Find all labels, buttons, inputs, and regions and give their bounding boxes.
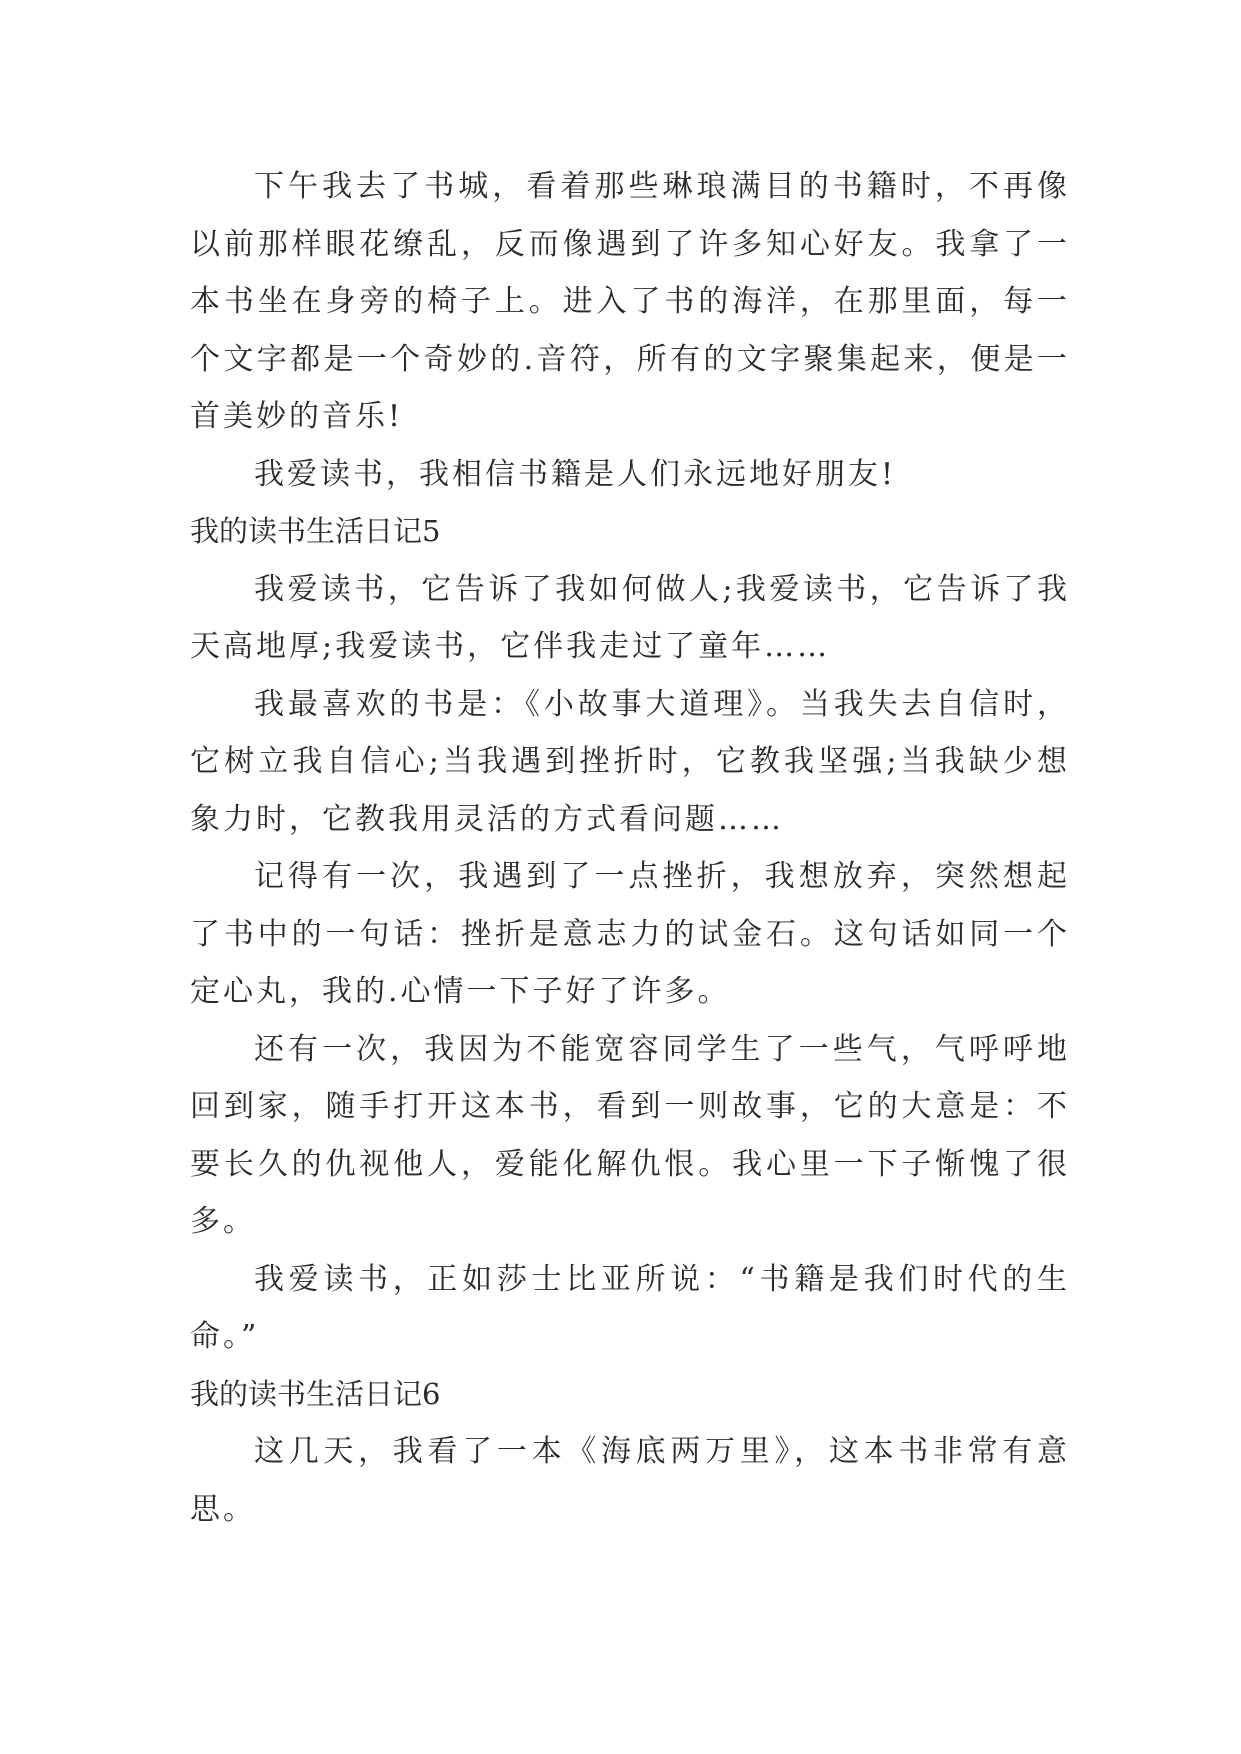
section-heading: 我的读书生活日记5 [190,514,441,548]
paragraph: 我最喜欢的书是：《小故事大道理》。当我失去自信时，它树立我自信心;当我遇到挫折时，它教我坚强;当我缺少想象力时，它教我用灵活的方式看问题…… [190,686,1070,837]
document-body [190,158,1070,1538]
paragraph: 记得有一次，我遇到了一点挫折，我想放弃，突然想起了书中的一句话：挫折是意志力的试金石。这句话如同一个定心丸，我的.心情一下子好了许多。 [190,859,1070,1009]
section-heading: 我的读书生活日记6 [190,1376,441,1411]
paragraph: 我爱读书，我相信书籍是人们永远地好朋友! [254,456,897,492]
paragraph: 这几天，我看了一本《海底两万里》，这本书非常有意思。 [190,1434,1070,1527]
paragraph: 我爱读书，它告诉了我如何做人;我爱读书，它告诉了我天高地厚;我爱读书，它伴我走过了童年…… [190,571,1070,664]
paragraph: 我爱读书，正如莎士比亚所说：“书籍是我们时代的生命。” [190,1261,1070,1354]
paragraph: 下午我去了书城，看着那些琳琅满目的书籍时，不再像以前那样眼花缭乱，反而像遇到了许多知心好友。我拿了一本书坐在身旁的椅子上。进入了书的海洋，在那里面，每一个文字都是一个奇妙的.音符，所有的文字聚集起来，便是一首美妙的音乐! [190,169,1070,434]
paragraph: 还有一次，我因为不能宽容同学生了一些气，气呼呼地回到家，随手打开这本书，看到一则故事，它的大意是：不要长久的仇视他人，爱能化解仇恨。我心里一下子惭愧了很多。 [190,1031,1070,1239]
